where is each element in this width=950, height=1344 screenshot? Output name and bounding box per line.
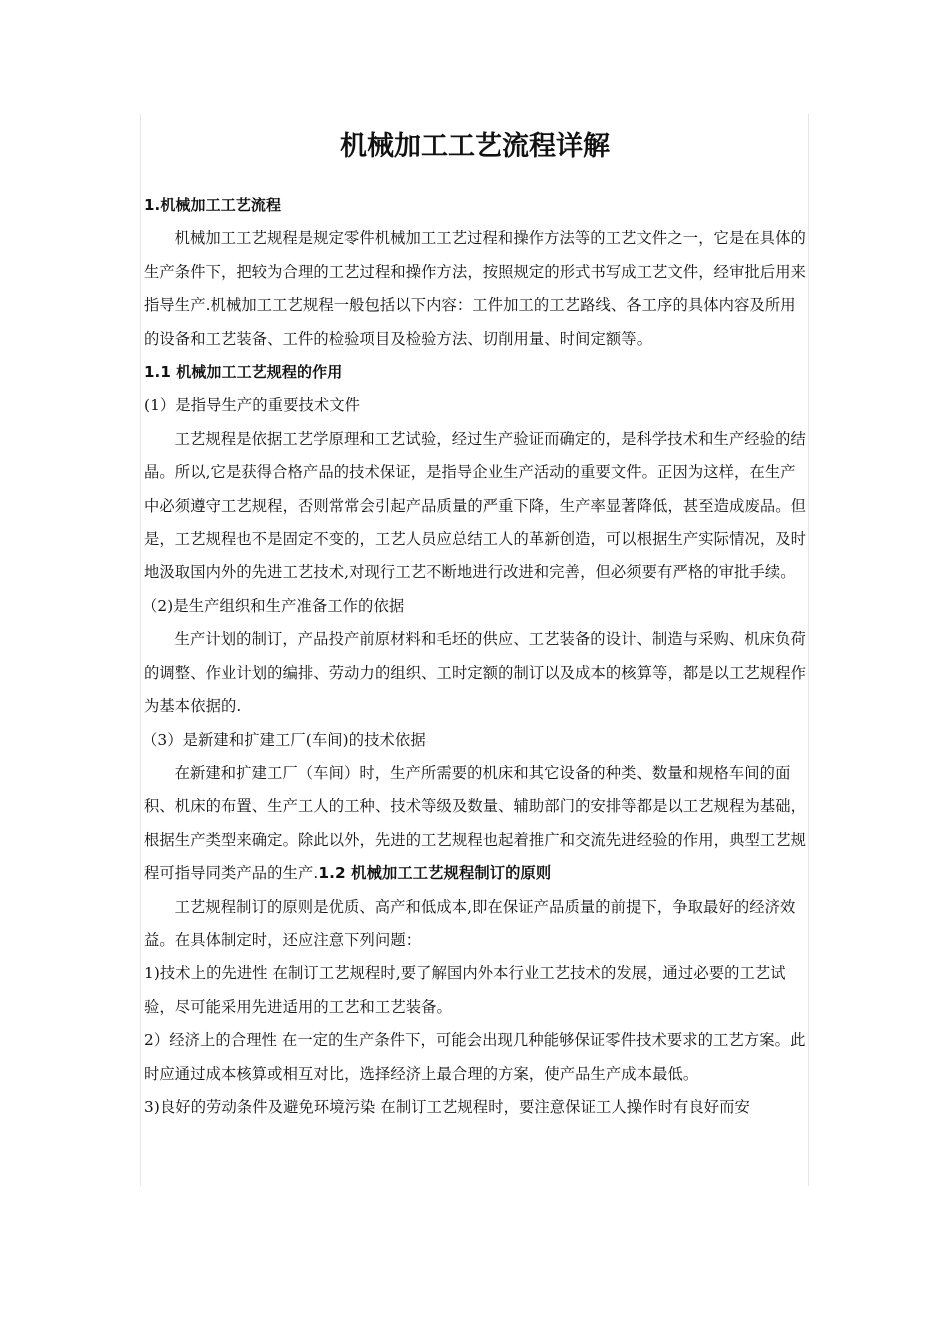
page-frame-left-rule <box>140 114 141 1186</box>
principle-intro-paragraph: 工艺规程制订的原则是优质、高产和低成本,即在保证产品质量的前提下，争取最好的经济效益。在具体制定时，还应注意下列问题： <box>144 897 796 949</box>
section-heading-1-1: 1.1 机械加工工艺规程的作用 <box>144 363 343 382</box>
item-1-paragraph: 工艺规程是依据工艺学原理和工艺试验，经过生产验证而确定的，是科学技术和生产经验的结晶。所以,它是获得合格产品的技术保证，是指导企业生产活动的重要文件。正因为这样，在生产中必须遵守工艺规程，否则常常会引起产品质量的严重下降，生产率显著降低，甚至造成废品。但是，工艺规程也不是固定不变的，工艺人员应总结工人的革新创造，可以根据生产实际情况，及时地汲取国内外的先进工艺技术,对现行工艺不断地进行改进和完善，但必须要有严格的审批手续。 <box>144 429 807 582</box>
section-heading-1-2: 1.2 机械加工工艺规程制订的原则 <box>318 864 552 883</box>
item-3-title: （3）是新建和扩建工厂(车间)的技术依据 <box>142 730 426 749</box>
principle-3-paragraph: 3)良好的劳动条件及避免环境污染 在制订工艺规程时，要注意保证工人操作时有良好而安 <box>144 1097 750 1116</box>
item-3-paragraph <box>144 757 810 891</box>
document-title: 机械加工工艺流程详解 <box>340 131 610 163</box>
item-1-title: (1）是指导生产的重要技术文件 <box>144 396 361 415</box>
principle-2-paragraph: 2）经济上的合理性 在一定的生产条件下，可能会出现几种能够保证零件技术要求的工艺方案。此时应通过成本核算或相互对比，选择经济上最合理的方案，使产品生产成本最低。 <box>144 1031 806 1083</box>
item-2-paragraph: 生产计划的制订，产品投产前原材料和毛坯的供应、工艺装备的设计、制造与采购、机床负荷的调整、作业计划的编排、劳动力的组织、工时定额的制订以及成本的核算等，都是以工艺规程作为基本依据的. <box>144 630 807 716</box>
item-2-title: （2)是生产组织和生产准备工作的依据 <box>142 596 405 615</box>
item-3-body-text: 在新建和扩建工厂（车间）时，生产所需要的机床和其它设备的种类、数量和规格车间的面积、机床的布置、生产工人的工种、技术等级及数量、辅助部门的安排等都是以工艺规程为基础，根据生产类型来确定。除此以外，先进的工艺规程也起着推广和交流先进经验的作用，典型工艺规程可指导同类产品的生产. <box>144 763 807 883</box>
intro-paragraph: 机械加工工艺规程是规定零件机械加工工艺过程和操作方法等的工艺文件之一，它是在具体的生产条件下，把较为合理的工艺过程和操作方法，按照规定的形式书写成工艺文件，经审批后用来指导生产.机械加工工艺规程一般包括以下内容：工件加工的工艺路线、各工序的具体内容及所用的设备和工艺装备、工件的检验项目及检验方法、切削用量、时间定额等。 <box>144 229 807 348</box>
section-heading-1: 1.机械加工工艺流程 <box>144 196 282 214</box>
principle-1-paragraph: 1)技术上的先进性 在制订工艺规程时,要了解国内外本行业工艺技术的发展，通过必要的工艺试验，尽可能采用先进适用的工艺和工艺装备。 <box>144 964 786 1016</box>
document-body <box>144 189 810 1124</box>
